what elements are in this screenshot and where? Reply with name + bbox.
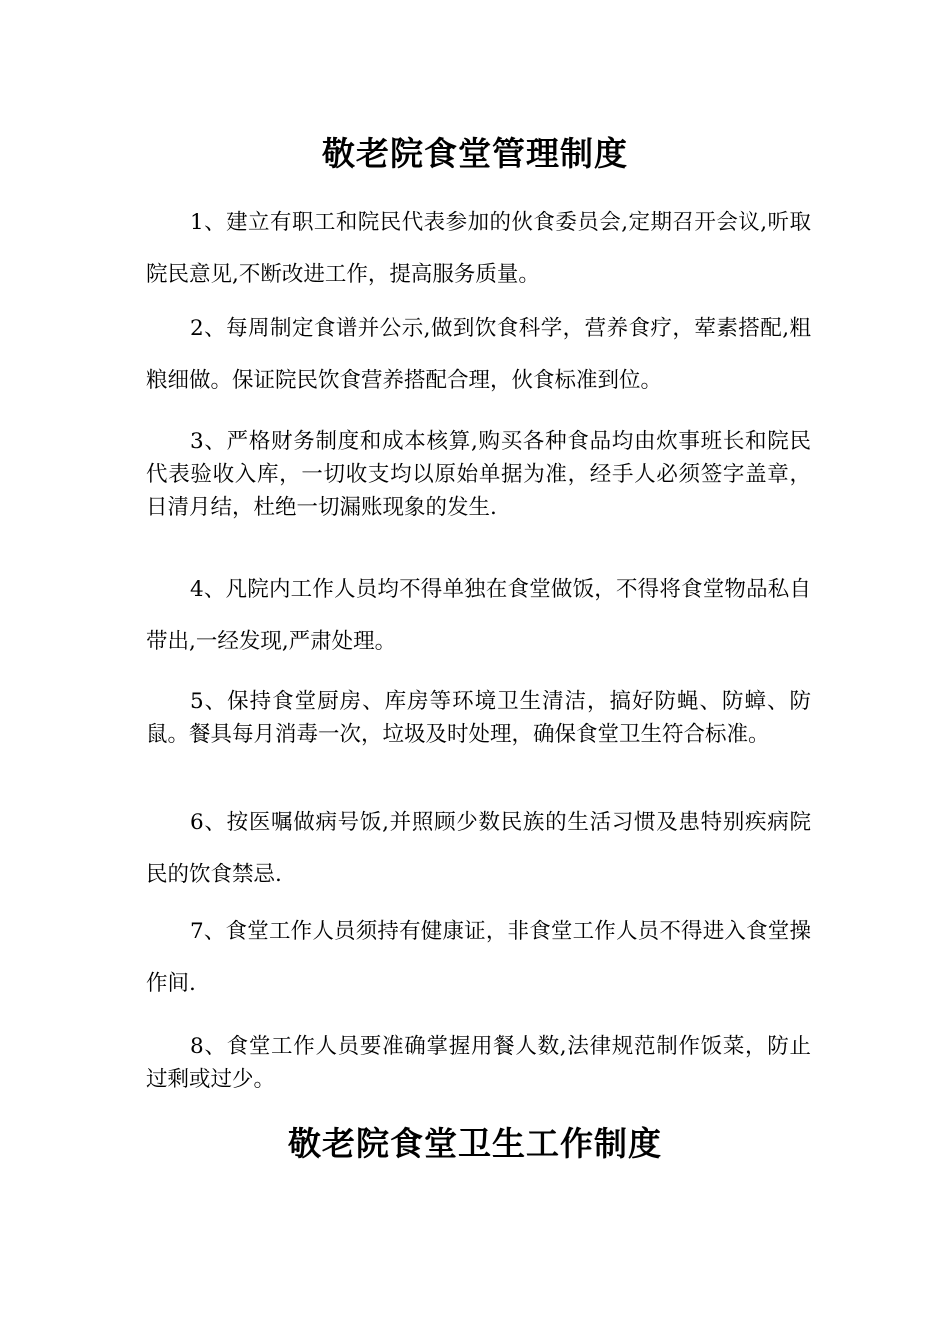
rule-paragraph-2: 2、每周制定食谱并公示,做到饮食科学，营养食疗，荤素搭配,粗粮细做。保证院民饮食营养搭配合理，伙食标准到位。	[146, 316, 811, 393]
second-section-title: 敬老院食堂卫生工作制度	[288, 1124, 662, 1163]
rule-paragraph-8: 8、食堂工作人员要准确掌握用餐人数,法律规范制作饭菜，防止过剩或过少。	[146, 1034, 811, 1092]
rule-paragraph-5: 5、保持食堂厨房、库房等环境卫生清洁，搞好防蝇、防蟑、防鼠。餐具每月消毒一次，垃圾及时处理，确保食堂卫生符合标准。	[146, 689, 811, 747]
rule-paragraph-6: 6、按医嘱做病号饭,并照顾少数民族的生活习惯及患特别疾病院民的饮食禁忌.	[146, 810, 811, 887]
document-title: 敬老院食堂管理制度	[322, 134, 628, 173]
rule-paragraph-3: 3、严格财务制度和成本核算,购买各种食品均由炊事班长和院民代表验收入库，一切收支均以原始单据为准，经手人必须签字盖章，日清月结，杜绝一切漏账现象的发生.	[146, 429, 811, 520]
rule-paragraph-1: 1、建立有职工和院民代表参加的伙食委员会,定期召开会议,听取院民意见,不断改进工作，提高服务质量。	[146, 210, 811, 287]
rule-paragraph-7: 7、食堂工作人员须持有健康证，非食堂工作人员不得进入食堂操作间.	[146, 919, 811, 996]
rule-paragraph-4: 4、凡院内工作人员均不得单独在食堂做饭，不得将食堂物品私自带出,一经发现,严肃处理。	[146, 577, 811, 654]
